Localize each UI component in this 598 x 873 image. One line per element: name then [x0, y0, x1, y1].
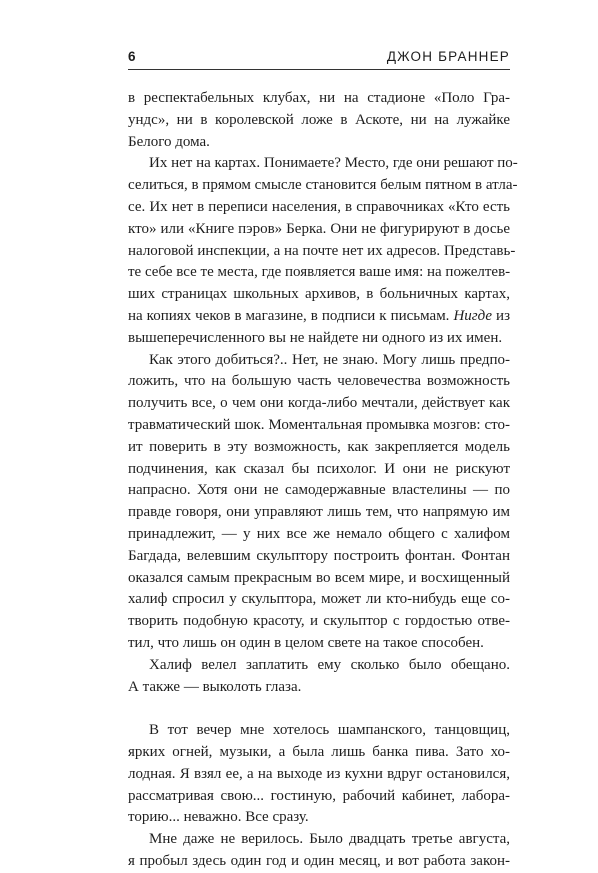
paragraph — [128, 720, 510, 829]
paragraph — [128, 88, 510, 153]
text-line: Мне даже не верилось. Было двадцать третье августа, — [149, 831, 510, 848]
text-line: лодная. Я взял ее, а на выходе из кухни вдруг остановился, — [128, 765, 510, 782]
text-line: рассматривая свою... гостиную, рабочий кабинет, лабора- — [128, 787, 510, 804]
text-line: оказался самым прекрасным во всем мире, и восхищенный — [128, 569, 510, 586]
text-line: Их нет на картах. Понимаете? Место, где они решают по- — [149, 155, 518, 172]
text-line: вышеперечисленного вы не найдете ни одного из их имен. — [128, 329, 503, 346]
text-line: Багдада, велевшим скульптору построить фонтан. Фонтан — [128, 547, 510, 564]
italic-emphasis: Нигде — [453, 307, 493, 324]
paragraph — [128, 153, 518, 349]
text-line: налоговой инспекции, а на почте нет их адресов. Представь- — [128, 242, 516, 259]
running-head-author: ДЖОН БРАННЕР — [386, 49, 510, 64]
text-line: торию... неважно. Все сразу. — [128, 809, 309, 826]
page-number: 6 — [128, 49, 136, 64]
text-line: се. Их нет в переписи населения, в справочниках «Кто есть — [128, 198, 510, 215]
paragraph — [128, 350, 510, 655]
text-line: принадлежит, — у них все же немало общего с халифом — [128, 525, 510, 542]
text-line: Как этого добиться?.. Нет, не знаю. Могу лишь предпо- — [149, 351, 510, 368]
text-line: ложить, что на большую часть человечества возможность — [128, 373, 510, 390]
body-text — [128, 88, 518, 873]
text-line: ярких огней, музыки, а была лишь банка пива. Зато хо- — [128, 743, 510, 760]
paragraph — [128, 655, 510, 699]
text-line: я пробыл здесь один год и один месяц, и вот работа закон- — [128, 852, 510, 869]
text-line: ших страницах школьных архивов, в больничных картах, — [128, 286, 510, 303]
text-line: Халиф велел заплатить ему сколько было обещано. — [149, 656, 510, 673]
text-segment: на копиях чеков в магазине, в подписи к письмам. — [128, 307, 454, 324]
text-line: халиф спросил у скульптора, может ли кто-нибудь еще со- — [128, 591, 510, 608]
text-line: напрасно. Хотя они не самодержавные властелины — по — [128, 482, 510, 499]
text-line: подчинения, как сказал бы психолог. И они не рискуют — [128, 460, 510, 477]
running-header — [128, 45, 510, 70]
text-line: получить все, о чем они когда-либо мечтали, действует как — [128, 395, 510, 412]
text-line: селиться, в прямом смысле становится белым пятном в атла- — [128, 177, 518, 194]
text-line: кто» или «Книге пэров» Берка. Они не фигурируют в досье — [128, 220, 510, 237]
text-line: А также — выколоть глаза. — [128, 678, 302, 695]
text-line: правде говоря, они управляют лишь тем, что напрямую им — [128, 504, 510, 521]
text-line: те себе все те места, где появляется ваше имя: на пожелтев- — [128, 264, 511, 281]
text-line — [128, 306, 510, 328]
text-line: травматический шок. Моментальная промывка мозгов: сто- — [128, 416, 510, 433]
section-break — [128, 698, 510, 720]
text-segment: из — [492, 307, 511, 324]
paragraph — [128, 829, 510, 873]
text-line: творить подобную красоту, и скульптор с гордостью отве- — [128, 613, 510, 630]
text-line: В тот вечер мне хотелось шампанского, танцовщиц, — [149, 722, 510, 739]
text-line: Белого дома. — [128, 133, 210, 150]
text-line: ундс», ни в королевской ложе в Аскоте, ни на лужайке — [128, 111, 510, 128]
text-line: ит поверить в эту возможность, как закрепляется модель — [128, 438, 510, 455]
text-line: в респектабельных клубах, ни на стадионе «Поло Гра- — [128, 90, 510, 106]
text-line: тил, что лишь он один в целом свете на такое способен. — [128, 634, 484, 651]
